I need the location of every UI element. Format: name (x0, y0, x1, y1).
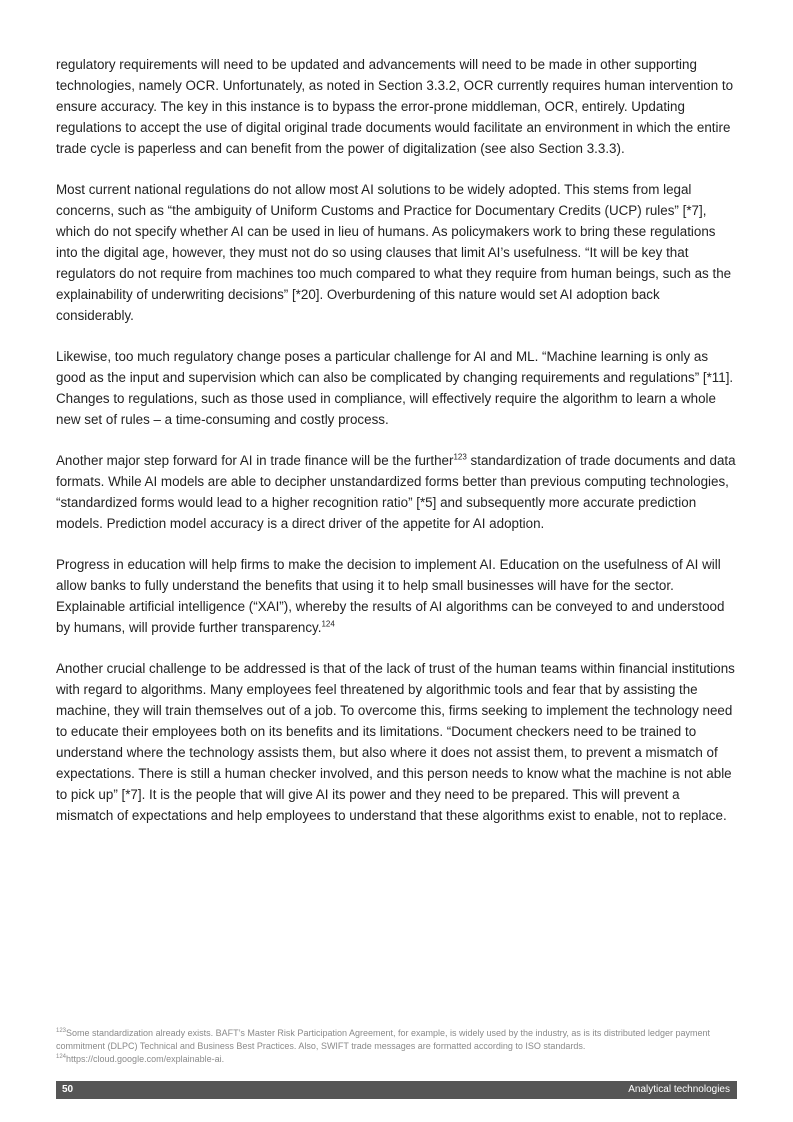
paragraph-regulatory-requirements: regulatory requirements will need to be updated and advancements will need to be made in other supporting technologies, namely OCR. Unfortunately, as noted in Section 3.3.2, OCR currently requires human intervention to ensure accuracy. The key in this instance is to bypass the error-prone middleman, OCR, entirely. Updating regulations to accept the use of digital original trade documents would facilitate an environment in which the entire trade cycle is paperless and can benefit from the power of digitalization (see also Section 3.3.3). (56, 57, 734, 156)
paragraph-national-regulations: Most current national regulations do not allow most AI solutions to be widely adopted. This stems from legal concerns, such as “the ambiguity of Uniform Customs and Practice for Documentary Credits (UCP) rules” [*7], which do not specify whether AI can be used in lieu of humans. As policymakers work to bring these regulations into the digital age, however, they must not do so using clauses that limit AI’s usefulness. “It will be key that regulators do not require from machines too much compared to what they require from human beings, such as the explainability of underwriting decisions” [*20]. Overburdening of this nature would set AI adoption back considerably. (56, 182, 732, 323)
paragraph-education-text: Progress in education will help firms to make the decision to implement AI. Education on the usefulness of AI will allow banks to fully understand the benefits that using it to help small businesses will have for the sector. Explainable artificial intelligence (“XAI”), whereby the results of AI algorithms can be conveyed to and understood by humans, will provide further transparency. (56, 557, 725, 635)
paragraph-standardization (56, 450, 740, 534)
footnote-123 (56, 1027, 740, 1053)
footnote-number-124: 124 (56, 1054, 67, 1060)
paragraph-regulatory-change: Likewise, too much regulatory change poses a particular challenge for AI and ML. “Machine learning is only as good as the input and supervision which can also be complicated by changing requirements and regulations” [*11]. Changes to regulations, such as those used in compliance, will effectively require the algorithm to learn a whole new set of rules – a time-consuming and costly process. (56, 349, 734, 427)
body-text (56, 54, 740, 846)
footnote-link-124[interactable]: https://cloud.google.com/explainable-ai. (66, 1054, 225, 1064)
page-number: 50 (62, 1084, 74, 1095)
paragraph-standardization-part1: Another major step forward for AI in trade finance will be the further (56, 453, 454, 468)
footer-section-title: Analytical technologies (628, 1084, 730, 1095)
paragraph-standardization-part2: standardization of trade documents and data formats. While AI models are able to decipher unstandardized forms better than previous computing technologies, “standardized forms would lead to a higher recognition ratio” [*5] and subsequently more accurate prediction models. Prediction model accuracy is a direct driver of the appetite for AI adoption. (56, 453, 736, 531)
page-footer (56, 1081, 737, 1099)
footnotes (56, 1027, 740, 1066)
paragraph-trust: Another crucial challenge to be addressed is that of the lack of trust of the human teams within financial institutions with regard to algorithms. Many employees feel threatened by algorithmic tools and fear that by assisting the machine, they will train themselves out of a job. To overcome this, firms seeking to implement the technology need to educate their employees both on its benefits and its limitations. “Document checkers need to be trained to understand where the technology assists them, but also where it does not assist them, to prevent a mismatch of expectations. There is still a human checker involved, and this person needs to know what the machine is not able to pick up” [*7]. It is the people that will give AI its power and they need to be prepared. This will prevent a mismatch of expectations and help employees to understand that these algorithms exist to enable, not to replace. (56, 661, 735, 823)
footnote-ref-124[interactable]: 124 (321, 619, 335, 629)
paragraph-education (56, 554, 740, 638)
footnote-ref-123[interactable]: 123 (453, 452, 467, 462)
footnote-124 (56, 1053, 740, 1066)
footnote-text-123: Some standardization already exists. BAFT’s Master Risk Participation Agreement, for example, is widely used by the industry, as is its distributed ledger payment commitment (DLPC) Technical and Business Best Practices. Also, SWIFT trade messages are formatted according to ISO standards. (56, 1028, 710, 1051)
footnote-number-123: 123 (56, 1028, 67, 1034)
